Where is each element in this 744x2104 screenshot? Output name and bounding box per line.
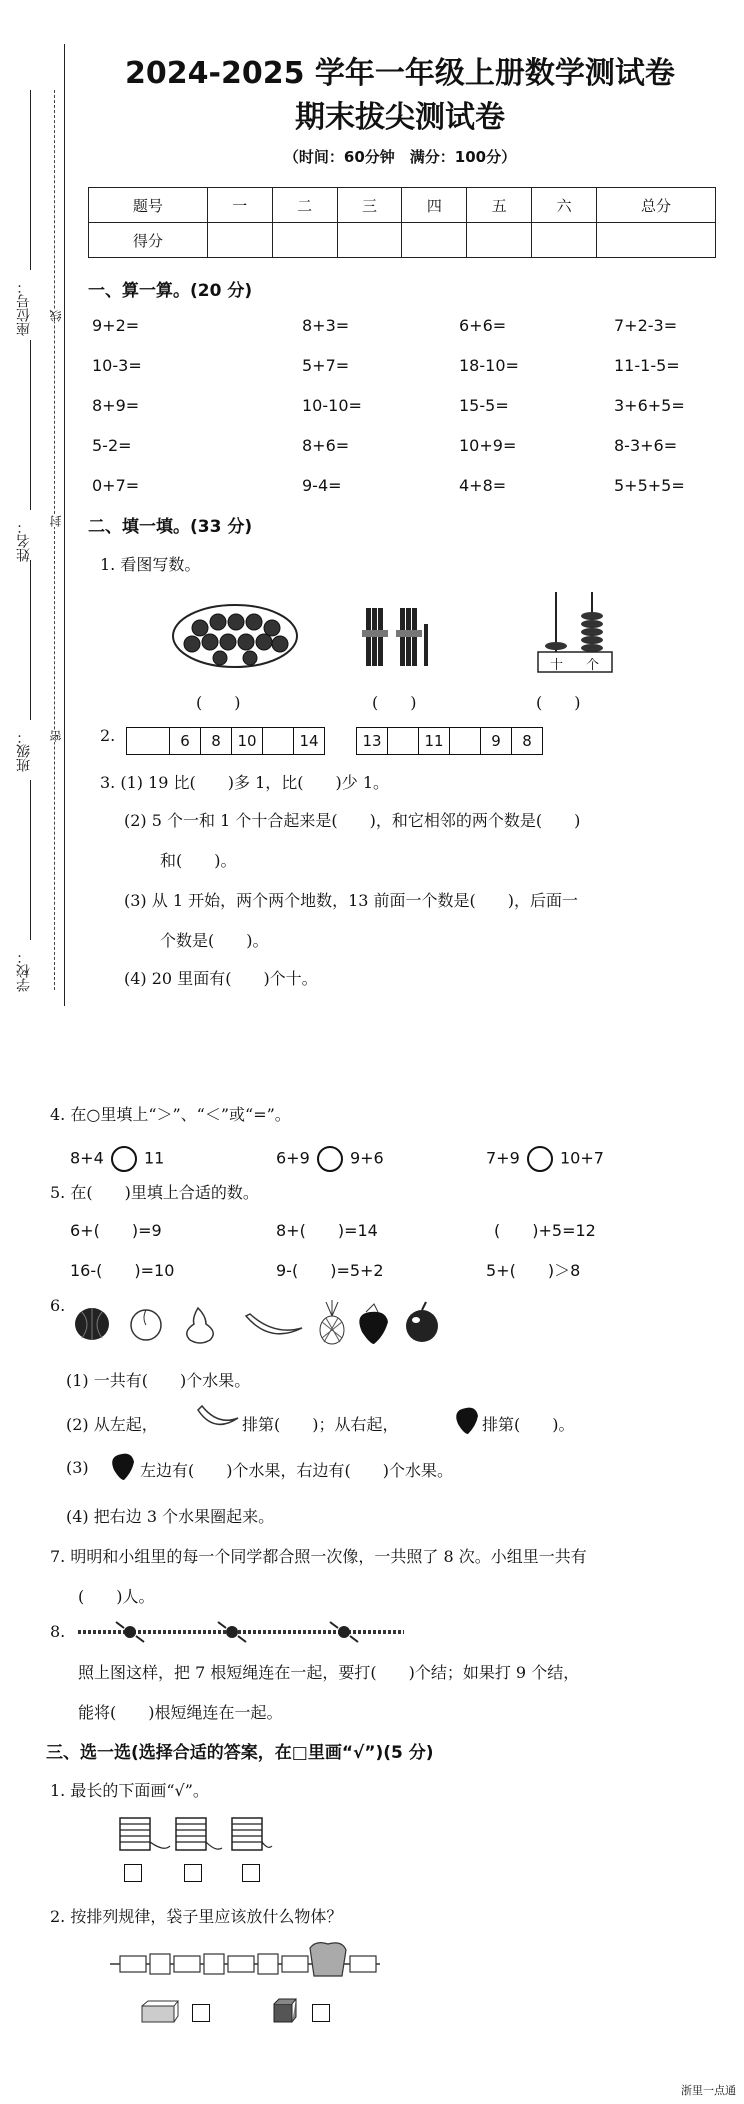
mark-secret: 密	[49, 730, 63, 742]
choice-checkbox[interactable]	[192, 2004, 210, 2022]
arithmetic-item[interactable]: 15-5=	[459, 396, 509, 415]
banana-icon	[196, 1404, 240, 1432]
cube-option-icon	[272, 1998, 298, 2024]
abacus-rods	[536, 588, 614, 674]
seq-cell: 8	[522, 732, 532, 750]
seat-label: 座位号：	[16, 280, 32, 336]
score-header-cell: 三	[337, 188, 402, 223]
cut-line	[54, 90, 55, 990]
spools-image	[112, 1812, 282, 1858]
fruit-plate-image	[170, 598, 300, 670]
fill-item[interactable]: 16-( )=10	[70, 1261, 175, 1280]
score-cell[interactable]	[532, 223, 597, 258]
compare-right: 10+7	[559, 1148, 604, 1168]
compare-circle[interactable]	[111, 1146, 137, 1172]
q6-2b: 排第( )；从右起，	[242, 1415, 399, 1434]
q4-text: 4. 在○里填上“＞”、“＜”或“=”。	[50, 1105, 291, 1124]
compare-left: 8+4	[70, 1148, 104, 1168]
score-cell[interactable]	[597, 223, 716, 258]
arithmetic-item[interactable]: 3+6+5=	[614, 396, 685, 415]
score-header-cell: 总分	[597, 188, 716, 223]
banana-icon	[246, 1314, 302, 1334]
q6-3b: 左边有( )个水果，右边有( )个水果。	[140, 1461, 453, 1480]
fill-item[interactable]: ( )+5=12	[494, 1221, 596, 1240]
seat-write-line[interactable]	[30, 90, 31, 270]
arithmetic-item[interactable]: 5+5+5=	[614, 476, 685, 495]
choice-checkbox[interactable]	[124, 1864, 142, 1882]
q6-label: 6.	[50, 1296, 66, 1315]
section3-title: 三、选一选(选择合适的答案，在□里画“√”)(5 分)	[46, 1743, 434, 1763]
fill-item[interactable]: 5+( )＞8	[486, 1261, 581, 1280]
rope-knots-image	[76, 1618, 406, 1646]
peach-icon	[131, 1310, 161, 1340]
number-sequence-1	[126, 727, 325, 755]
number-sequence-2	[356, 727, 543, 755]
q1-blank-2[interactable]: ( )	[372, 693, 417, 712]
q1-blank-3[interactable]: ( )	[536, 693, 581, 712]
margin-rule	[64, 44, 65, 1006]
strawberry-icon	[108, 1450, 136, 1480]
seq-cell[interactable]	[127, 728, 170, 754]
seq-cell: 11	[419, 728, 450, 754]
mark-line: 线	[49, 310, 63, 322]
choice-checkbox[interactable]	[312, 2004, 330, 2022]
q6-2a: (2) 从左起，	[66, 1415, 158, 1434]
arithmetic-item[interactable]: 8-3+6=	[614, 436, 678, 455]
q6-2c: 排第( )。	[482, 1415, 575, 1434]
q5-text: 5. 在( )里填上合适的数。	[50, 1183, 259, 1202]
mark-seal: 封	[49, 515, 63, 527]
arithmetic-item[interactable]: 8+3=	[302, 316, 350, 335]
s3-q2: 2. 按排列规律，袋子里应该放什么物体？	[50, 1907, 343, 1926]
class-write-line[interactable]	[30, 560, 31, 720]
strawberry-icon	[359, 1304, 388, 1344]
score-cell[interactable]	[467, 223, 532, 258]
q8-b: 能将( )根短绳连在一起。	[78, 1703, 283, 1722]
seq-cell: 10	[232, 728, 263, 754]
exam-title: 2024-2025 学年一年级上册数学测试卷	[125, 56, 675, 91]
score-header-cell: 题号	[89, 188, 208, 223]
footer-brand: 浙里一点通	[681, 2084, 736, 2097]
q3-2b: 和( )。	[160, 851, 237, 870]
arithmetic-item[interactable]: 8+9=	[92, 396, 140, 415]
seq-cell[interactable]	[263, 728, 294, 754]
compare-left: 7+9	[486, 1148, 520, 1168]
q3-4: (4) 20 里面有( )个十。	[124, 969, 318, 988]
arithmetic-item[interactable]: 4+8=	[459, 476, 507, 495]
score-header-cell: 五	[467, 188, 532, 223]
score-cell[interactable]	[207, 223, 272, 258]
arithmetic-item[interactable]: 5-2=	[92, 436, 132, 455]
score-header-cell: 二	[272, 188, 337, 223]
abacus-one-label: 个	[586, 658, 600, 673]
score-header-cell: 四	[402, 188, 467, 223]
binding-margin	[0, 40, 70, 1000]
score-header-row	[89, 188, 716, 223]
q8-label: 8.	[50, 1622, 66, 1641]
seq-cell: 13	[357, 728, 388, 754]
pear-icon	[187, 1308, 213, 1343]
exam-subtitle: 期末拔尖测试卷	[295, 100, 505, 135]
seq-cell: 9	[481, 728, 512, 754]
arithmetic-item[interactable]: 9-4=	[302, 476, 342, 495]
section2-title: 二、填一填。(33 分)	[88, 517, 253, 537]
compare-1	[70, 1146, 164, 1172]
compare-circle[interactable]	[527, 1146, 553, 1172]
section1-title: 一、算一算。(20 分)	[88, 281, 253, 301]
q3-1: 3. (1) 19 比( )多 1，比( )少 1。	[100, 773, 390, 792]
compare-right: 9+6	[349, 1148, 384, 1168]
school-write-line[interactable]	[30, 780, 31, 940]
q7-b: ( )人。	[78, 1587, 155, 1606]
fill-item[interactable]: 9-( )=5+2	[276, 1261, 384, 1280]
stick-bundles-image	[362, 606, 432, 670]
arithmetic-item[interactable]: 0+7=	[92, 476, 140, 495]
arithmetic-item[interactable]: 11-1-5=	[614, 356, 680, 375]
abacus-image	[536, 588, 614, 674]
watermelon-icon	[75, 1308, 109, 1340]
s3-q1: 1. 最长的下面画“√”。	[50, 1781, 209, 1800]
arithmetic-item[interactable]: 5+7=	[302, 356, 350, 375]
exam-info: （时间：60分钟 满分：100分）	[283, 148, 517, 166]
arithmetic-item[interactable]: 6+6=	[459, 316, 507, 335]
choice-checkbox[interactable]	[242, 1864, 260, 1882]
compare-circle[interactable]	[317, 1146, 343, 1172]
class-label: 班级：	[16, 730, 32, 772]
q8-a: 照上图这样，把 7 根短绳连在一起，要打( )个结；如果打 9 个结，	[78, 1663, 580, 1682]
cuboid-option-icon	[140, 2000, 180, 2024]
arithmetic-item[interactable]: 18-10=	[459, 356, 519, 375]
arithmetic-item[interactable]: 9+2=	[92, 316, 140, 335]
compare-2	[276, 1146, 384, 1172]
q3-3b: 个数是( )。	[160, 931, 269, 950]
q3-3a: (3) 从 1 开始，两个两个地数，13 前面一个数是( )，后面一	[124, 891, 579, 910]
score-header-cell: 一	[207, 188, 272, 223]
name-label: 姓名：	[16, 520, 32, 562]
seq-cell[interactable]	[388, 728, 419, 754]
q1-text: 1. 看图写数。	[100, 555, 201, 574]
arithmetic-item[interactable]: 10-10=	[302, 396, 362, 415]
seq-cell: 8	[201, 728, 232, 754]
arithmetic-item[interactable]: 10-3=	[92, 356, 142, 375]
fruit-row-image	[70, 1298, 480, 1346]
q1-blank-1[interactable]: ( )	[196, 693, 241, 712]
abacus-ten-label: 十	[550, 658, 564, 673]
q6-3a: (3)	[66, 1458, 89, 1477]
arithmetic-item[interactable]: 8+6=	[302, 436, 350, 455]
compare-3	[486, 1146, 604, 1172]
q7-a: 7. 明明和小组里的每一个同学都合照一次像，一共照了 8 次。小组里一共有	[50, 1547, 587, 1566]
strawberry-icon	[452, 1404, 480, 1434]
seq-cell: 14	[299, 732, 319, 750]
seq-cell[interactable]	[450, 728, 481, 754]
compare-left: 6+9	[276, 1148, 310, 1168]
name-write-line[interactable]	[30, 340, 31, 510]
fill-item[interactable]: 6+( )=9	[70, 1221, 162, 1240]
q6-1: (1) 一共有( )个水果。	[66, 1371, 251, 1390]
fill-item[interactable]: 8+( )=14	[276, 1221, 378, 1240]
score-cell[interactable]	[272, 223, 337, 258]
q3-2a: (2) 5 个一和 1 个十合起来是( )，和它相邻的两个数是( )	[124, 811, 581, 830]
pattern-row-image	[110, 1936, 380, 1986]
seq-cell: 6	[170, 728, 201, 754]
q6-4: (4) 把右边 3 个水果圈起来。	[66, 1507, 275, 1526]
q2-label: 2.	[100, 726, 116, 745]
school-label: 学校：	[16, 950, 32, 992]
score-row	[89, 223, 716, 258]
apple-icon	[406, 1302, 438, 1342]
pineapple-icon	[320, 1300, 344, 1344]
score-table	[88, 187, 716, 258]
compare-right: 11	[143, 1148, 165, 1168]
score-row-label: 得分	[89, 223, 208, 258]
score-cell[interactable]	[402, 223, 467, 258]
arithmetic-item[interactable]: 10+9=	[459, 436, 517, 455]
score-header-cell: 六	[532, 188, 597, 223]
arithmetic-item[interactable]: 7+2-3=	[614, 316, 678, 335]
score-cell[interactable]	[337, 223, 402, 258]
choice-checkbox[interactable]	[184, 1864, 202, 1882]
